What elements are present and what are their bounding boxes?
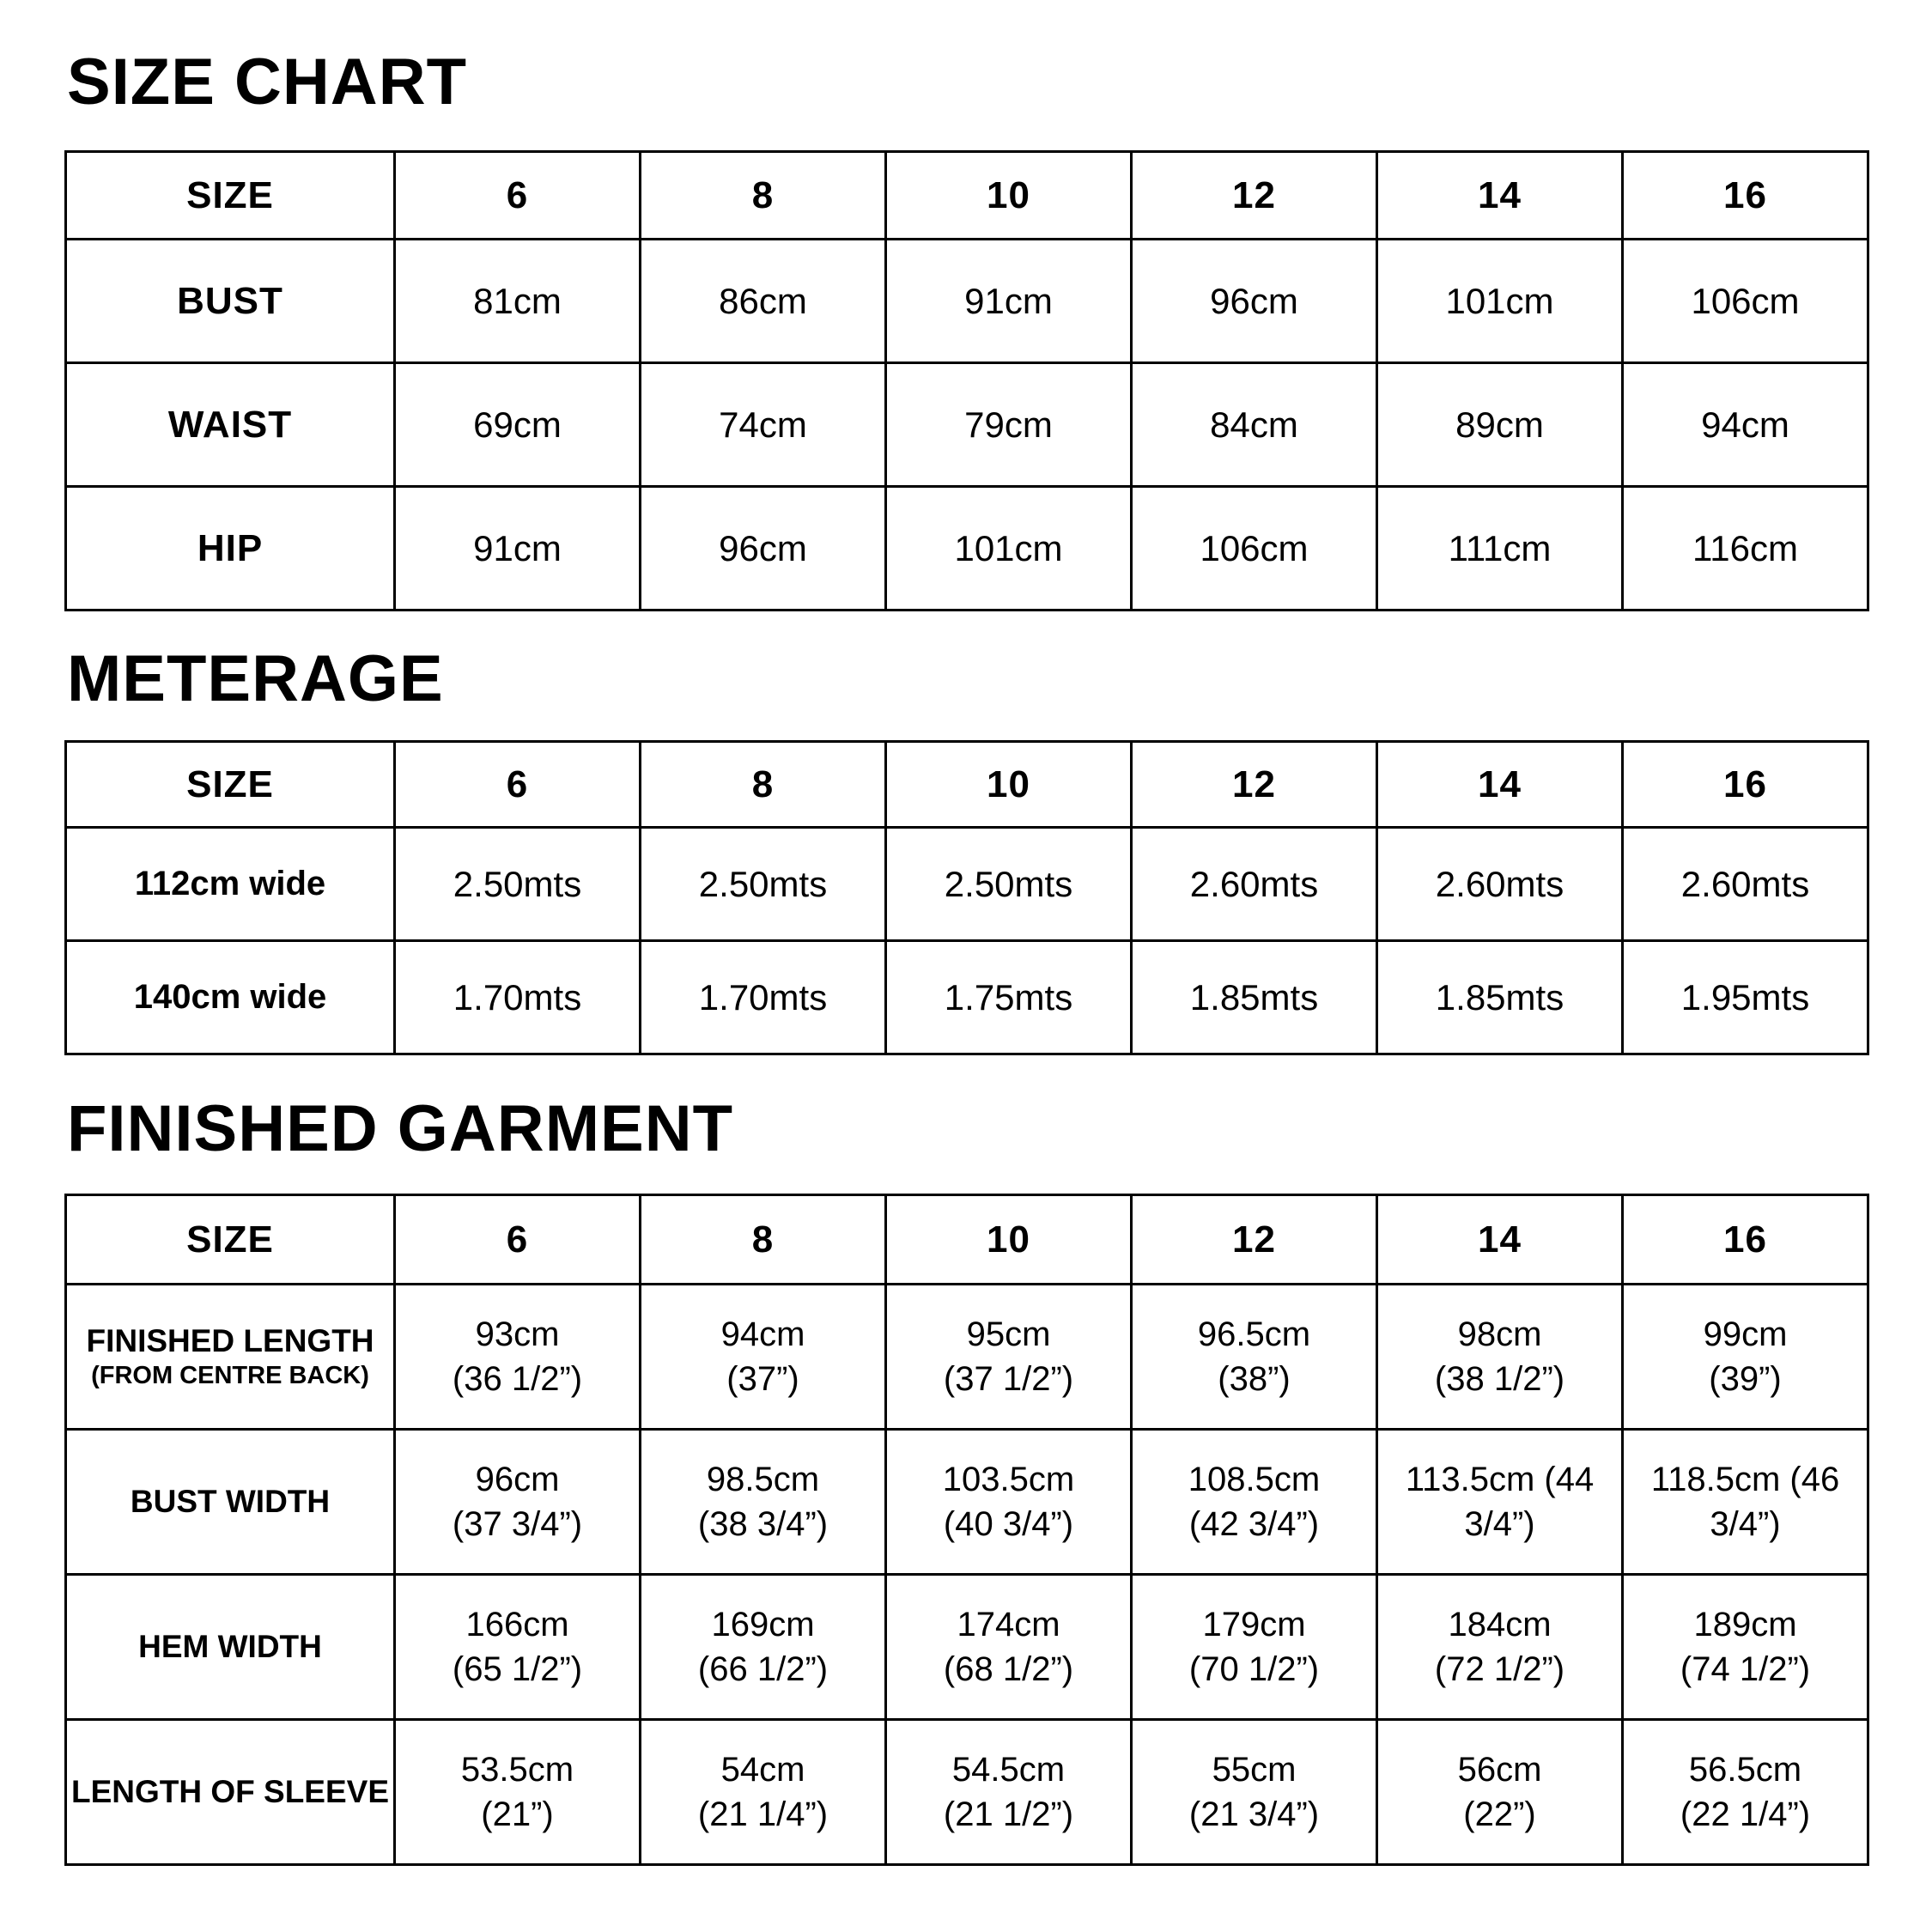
value-cell: 169cm (66 1/2”)	[641, 1575, 886, 1720]
size-col-6: 6	[395, 152, 641, 240]
value-cell: 91cm	[886, 240, 1132, 363]
value-cell: 179cm (70 1/2”)	[1132, 1575, 1377, 1720]
value-cell: 96cm	[1132, 240, 1377, 363]
value-cell: 96cm	[641, 487, 886, 611]
value-cell: 1.70mts	[641, 941, 886, 1054]
length-of-sleeve-row	[66, 1720, 1868, 1865]
value-cell: 2.50mts	[395, 828, 641, 941]
size-header-label: SIZE	[66, 1195, 395, 1285]
value-cell: 86cm	[641, 240, 886, 363]
row-label: FINISHED LENGTH	[86, 1323, 374, 1359]
value-cell: 189cm (74 1/2”)	[1623, 1575, 1868, 1720]
value-cell: 93cm (36 1/2”)	[395, 1285, 641, 1430]
value-cell: 1.70mts	[395, 941, 641, 1054]
value-cell: 2.60mts	[1377, 828, 1623, 941]
size-col-14: 14	[1377, 1195, 1623, 1285]
size-col-8: 8	[641, 1195, 886, 1285]
value-cell: 184cm (72 1/2”)	[1377, 1575, 1623, 1720]
row-label-140cm-wide: 140cm wide	[66, 941, 395, 1054]
size-chart-title: SIZE CHART	[67, 46, 467, 118]
value-cell: 1.75mts	[886, 941, 1132, 1054]
value-cell: 106cm	[1132, 487, 1377, 611]
size-col-12: 12	[1132, 152, 1377, 240]
value-cell: 81cm	[395, 240, 641, 363]
row-label-length-of-sleeve: LENGTH OF SLEEVE	[66, 1720, 395, 1865]
value-cell: 99cm (39”)	[1623, 1285, 1868, 1430]
size-col-12: 12	[1132, 742, 1377, 828]
width-140cm-row	[66, 941, 1868, 1054]
value-cell: 106cm	[1623, 240, 1868, 363]
value-cell: 116cm	[1623, 487, 1868, 611]
size-col-6: 6	[395, 742, 641, 828]
hip-row	[66, 487, 1868, 611]
value-cell: 98.5cm (38 3/4”)	[641, 1430, 886, 1575]
row-label-bust: BUST	[66, 240, 395, 363]
value-cell: 103.5cm (40 3/4”)	[886, 1430, 1132, 1575]
finished-garment-title: FINISHED GARMENT	[67, 1092, 733, 1165]
value-cell: 74cm	[641, 363, 886, 487]
value-cell: 55cm (21 3/4”)	[1132, 1720, 1377, 1865]
value-cell: 2.50mts	[641, 828, 886, 941]
value-cell: 2.60mts	[1132, 828, 1377, 941]
size-header-label: SIZE	[66, 742, 395, 828]
value-cell: 69cm	[395, 363, 641, 487]
value-cell: 56cm (22”)	[1377, 1720, 1623, 1865]
value-cell: 111cm	[1377, 487, 1623, 611]
value-cell: 84cm	[1132, 363, 1377, 487]
size-col-16: 16	[1623, 152, 1868, 240]
value-cell: 79cm	[886, 363, 1132, 487]
size-col-10: 10	[886, 1195, 1132, 1285]
size-chart-table	[64, 150, 1869, 611]
meterage-table	[64, 740, 1869, 1055]
value-cell: 54.5cm (21 1/2”)	[886, 1720, 1132, 1865]
size-col-14: 14	[1377, 742, 1623, 828]
finished-length-row	[66, 1285, 1868, 1430]
value-cell: 53.5cm (21”)	[395, 1720, 641, 1865]
value-cell: 166cm (65 1/2”)	[395, 1575, 641, 1720]
row-sublabel: (FROM CENTRE BACK)	[91, 1361, 369, 1389]
meterage-header-row	[66, 742, 1868, 828]
value-cell: 2.50mts	[886, 828, 1132, 941]
value-cell: 95cm (37 1/2”)	[886, 1285, 1132, 1430]
size-col-16: 16	[1623, 742, 1868, 828]
value-cell: 118.5cm (46 3/4”)	[1623, 1430, 1868, 1575]
value-cell: 91cm	[395, 487, 641, 611]
row-label-112cm-wide: 112cm wide	[66, 828, 395, 941]
meterage-title: METERAGE	[67, 642, 444, 715]
hem-width-row	[66, 1575, 1868, 1720]
value-cell: 98cm (38 1/2”)	[1377, 1285, 1623, 1430]
size-chart-header-row	[66, 152, 1868, 240]
size-col-6: 6	[395, 1195, 641, 1285]
value-cell: 1.95mts	[1623, 941, 1868, 1054]
size-col-10: 10	[886, 742, 1132, 828]
size-header-label: SIZE	[66, 152, 395, 240]
waist-row	[66, 363, 1868, 487]
value-cell: 89cm	[1377, 363, 1623, 487]
size-col-16: 16	[1623, 1195, 1868, 1285]
value-cell: 1.85mts	[1132, 941, 1377, 1054]
value-cell: 101cm	[886, 487, 1132, 611]
row-label-hem-width: HEM WIDTH	[66, 1575, 395, 1720]
value-cell: 94cm (37”)	[641, 1285, 886, 1430]
row-label-bust-width: BUST WIDTH	[66, 1430, 395, 1575]
size-col-14: 14	[1377, 152, 1623, 240]
bust-row	[66, 240, 1868, 363]
size-col-8: 8	[641, 152, 886, 240]
row-label-waist: WAIST	[66, 363, 395, 487]
value-cell: 101cm	[1377, 240, 1623, 363]
value-cell: 94cm	[1623, 363, 1868, 487]
row-label-hip: HIP	[66, 487, 395, 611]
value-cell: 54cm (21 1/4”)	[641, 1720, 886, 1865]
width-112cm-row	[66, 828, 1868, 941]
value-cell: 1.85mts	[1377, 941, 1623, 1054]
value-cell: 113.5cm (44 3/4”)	[1377, 1430, 1623, 1575]
value-cell: 96.5cm (38”)	[1132, 1285, 1377, 1430]
finished-garment-table	[64, 1194, 1869, 1866]
value-cell: 56.5cm (22 1/4”)	[1623, 1720, 1868, 1865]
value-cell: 2.60mts	[1623, 828, 1868, 941]
finished-garment-header-row	[66, 1195, 1868, 1285]
bust-width-row	[66, 1430, 1868, 1575]
size-col-10: 10	[886, 152, 1132, 240]
value-cell: 96cm (37 3/4”)	[395, 1430, 641, 1575]
row-label-finished-length	[66, 1285, 395, 1430]
value-cell: 174cm (68 1/2”)	[886, 1575, 1132, 1720]
size-col-8: 8	[641, 742, 886, 828]
value-cell: 108.5cm (42 3/4”)	[1132, 1430, 1377, 1575]
size-col-12: 12	[1132, 1195, 1377, 1285]
